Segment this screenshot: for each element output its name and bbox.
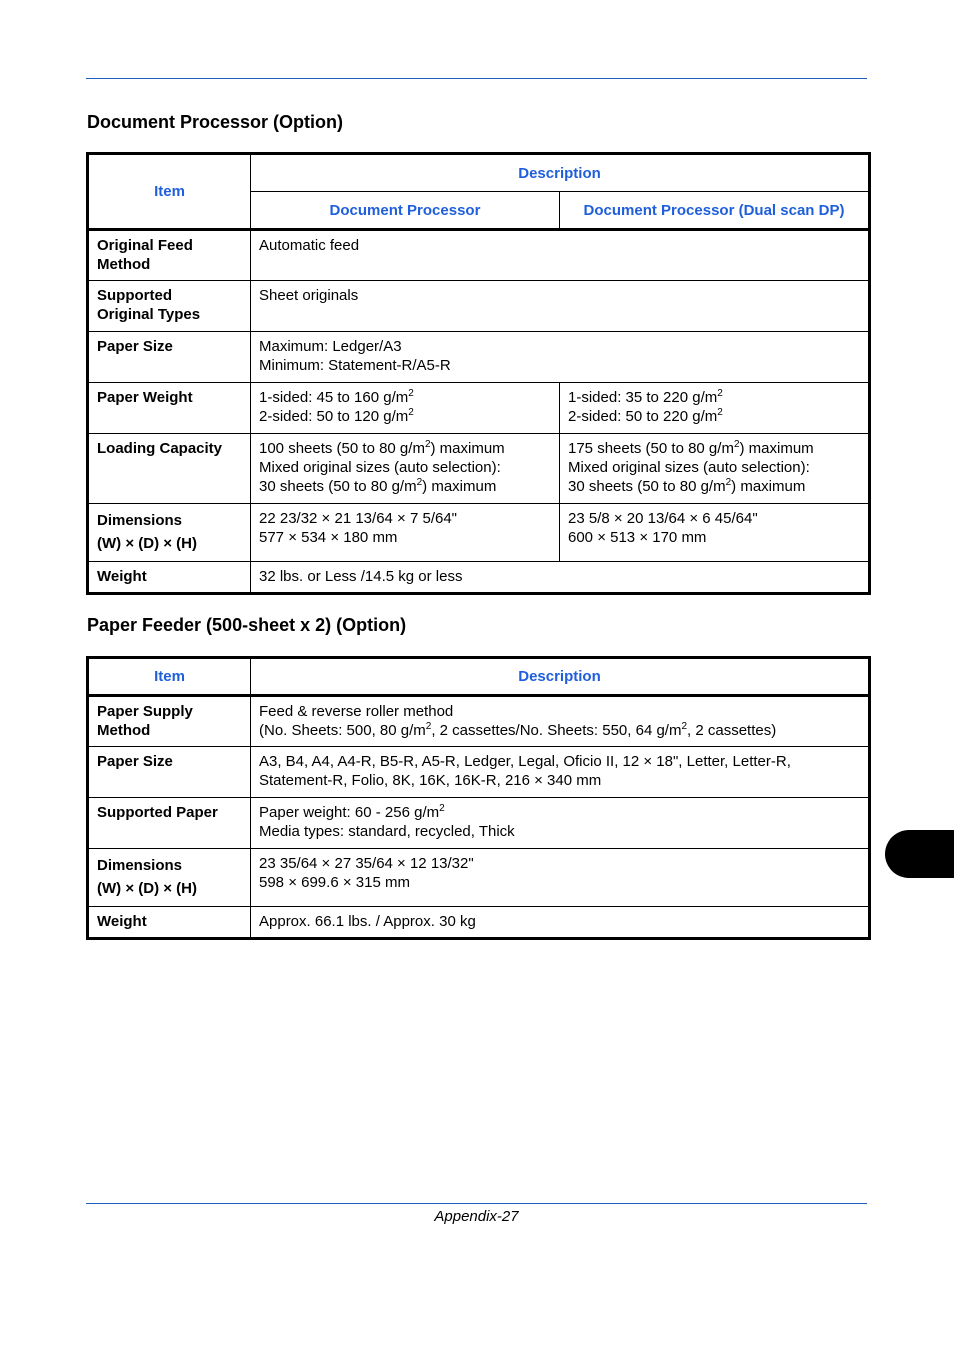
row-value-feed-method: Automatic feed bbox=[251, 230, 870, 281]
header-document-processor: Document Processor bbox=[251, 192, 560, 230]
row-value-dimensions-dp: 22 23/32 × 21 13/64 × 7 5/64" 577 × 534 × 180 mm bbox=[251, 504, 560, 562]
header-description: Description bbox=[251, 154, 870, 192]
row-label-supported-paper: Supported Paper bbox=[88, 798, 251, 849]
row-label-paper-size: Paper Size bbox=[88, 747, 251, 798]
row-label-dimensions: Dimensions (W) × (D) × (H) bbox=[88, 504, 251, 562]
row-label-dimensions: Dimensions (W) × (D) × (H) bbox=[88, 849, 251, 907]
table-row bbox=[88, 907, 870, 939]
row-label-paper-supply: Paper Supply Method bbox=[88, 696, 251, 747]
bottom-rule bbox=[86, 1203, 867, 1204]
row-value-dimensions-dual: 23 5/8 × 20 13/64 × 6 45/64" 600 × 513 × 170 mm bbox=[560, 504, 870, 562]
row-label-weight: Weight bbox=[88, 907, 251, 939]
header-item: Item bbox=[88, 658, 251, 696]
row-value-paper-size: Maximum: Ledger/A3 Minimum: Statement-R/A5-R bbox=[251, 332, 870, 383]
table-header-row bbox=[88, 658, 870, 696]
row-value-supported-paper: Paper weight: 60 - 256 $g/m^2$ Media types: standard, recycled, Thick bbox=[251, 798, 870, 849]
row-value-weight: 32 lbs. or Less /14.5 kg or less bbox=[251, 562, 870, 594]
section-title-paper-feeder: Paper Feeder (500-sheet x 2) (Option) bbox=[87, 615, 407, 635]
row-value-paper-weight-dual: 1-sided: 35 to 220 $g/m^2$ 2-sided: 50 to 220 $g/m^2$ bbox=[560, 383, 870, 434]
header-description: Description bbox=[251, 658, 870, 696]
row-label-feed-method: Original Feed Method bbox=[88, 230, 251, 281]
row-value-original-types: Sheet originals bbox=[251, 281, 870, 332]
table-row bbox=[88, 798, 870, 849]
row-value-loading-capacity-dual: 175 sheets (50 to 80 $g/m^2$) maximum Mixed original sizes (auto selection): 30 sheets (50 to 80 $g/m^2$) maximum bbox=[560, 434, 870, 504]
row-label-weight: Weight bbox=[88, 562, 251, 594]
table-row bbox=[88, 434, 870, 504]
top-rule bbox=[86, 78, 867, 79]
table-row bbox=[88, 696, 870, 747]
row-label-paper-weight: Paper Weight bbox=[88, 383, 251, 434]
header-dual-scan-dp: Document Processor (Dual scan DP) bbox=[560, 192, 870, 230]
row-value-paper-size: A3, B4, A4, A4-R, B5-R, A5-R, Ledger, Legal, Oficio II, 12 × 18", Letter, Letter-R, Statement-R, Folio, 8K, 16K, 16K-R, 216 × 340 mm bbox=[251, 747, 870, 798]
table-row bbox=[88, 562, 870, 594]
paper-feeder-table bbox=[86, 656, 871, 940]
row-value-weight: Approx. 66.1 lbs. / Approx. 30 kg bbox=[251, 907, 870, 939]
row-value-paper-weight-dp: 1-sided: 45 to 160 $g/m^2$ 2-sided: 50 to 120 $g/m^2$ bbox=[251, 383, 560, 434]
row-label-loading-capacity: Loading Capacity bbox=[88, 434, 251, 504]
row-value-paper-supply: Feed & reverse roller method (No. Sheets: 500, 80 $g/m^2$, 2 cassettes/No. Sheets: 550, 64 $g/m^2$, 2 cassettes) bbox=[251, 696, 870, 747]
table-row bbox=[88, 230, 870, 281]
table-row bbox=[88, 849, 870, 907]
row-label-paper-size: Paper Size bbox=[88, 332, 251, 383]
table-row bbox=[88, 383, 870, 434]
section-title-document-processor: Document Processor (Option) bbox=[87, 112, 344, 132]
header-item: Item bbox=[88, 154, 251, 230]
row-value-loading-capacity-dp: 100 sheets (50 to 80 $g/m^2$) maximum Mixed original sizes (auto selection): 30 sheets (50 to 80 $g/m^2$) maximum bbox=[251, 434, 560, 504]
table-row bbox=[88, 281, 870, 332]
chapter-tab-marker bbox=[885, 830, 954, 878]
row-label-original-types: Supported Original Types bbox=[88, 281, 251, 332]
table-header-row bbox=[88, 154, 870, 192]
table-row bbox=[88, 332, 870, 383]
document-processor-table bbox=[86, 152, 871, 595]
table-row bbox=[88, 504, 870, 562]
row-value-dimensions: 23 35/64 × 27 35/64 × 12 13/32" 598 × 699.6 × 315 mm bbox=[251, 849, 870, 907]
table-row bbox=[88, 747, 870, 798]
page-number: Appendix-27 bbox=[434, 1208, 519, 1225]
